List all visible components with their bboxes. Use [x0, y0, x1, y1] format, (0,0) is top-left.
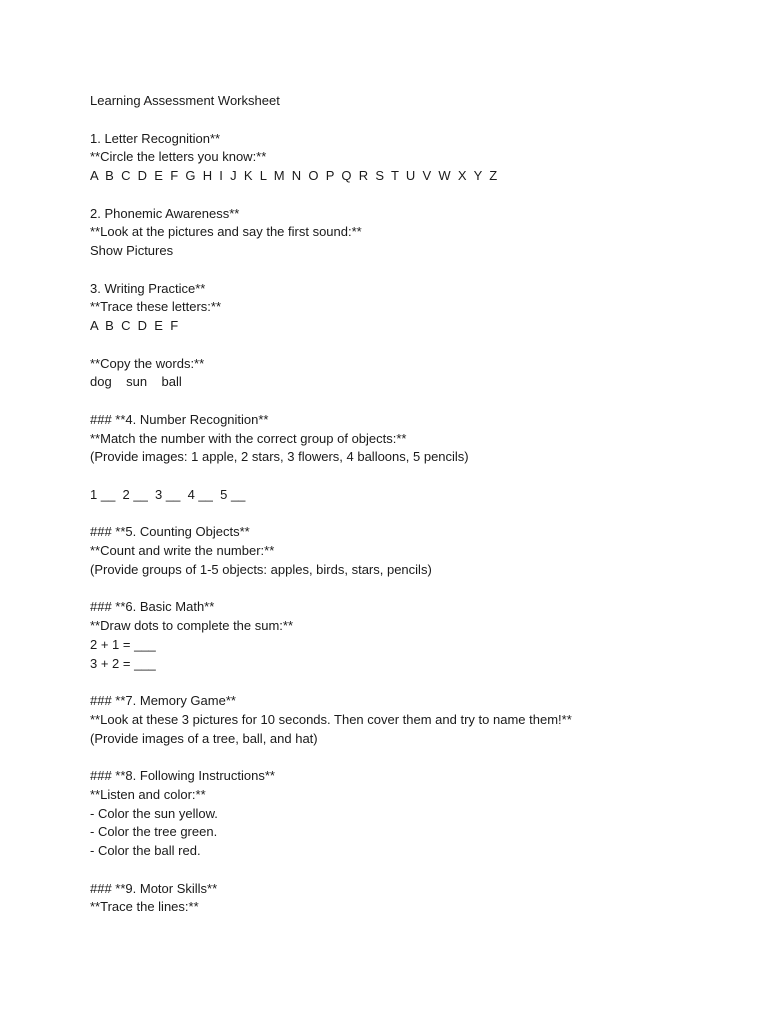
blank-line	[90, 467, 730, 486]
blank-line	[90, 186, 730, 205]
section-2-note: Show Pictures	[90, 243, 174, 258]
color-instruction-ball: - Color the ball red.	[90, 843, 201, 858]
blank-line	[90, 861, 730, 880]
color-instruction-tree: - Color the tree green.	[90, 824, 218, 840]
section-5-heading: ### **5. Counting Objects**	[90, 524, 250, 540]
section-1-heading: 1. Letter Recognition**	[90, 130, 221, 146]
blank-line	[90, 336, 730, 355]
section-2-heading: 2. Phonemic Awareness**	[90, 205, 240, 221]
trace-letters: A B C D E F	[90, 318, 179, 333]
blank-line	[90, 748, 730, 767]
sum-problem-1: 2 + 1 = ___	[90, 636, 156, 652]
section-8-heading: ### **8. Following Instructions**	[90, 768, 275, 783]
copy-words-instruction: **Copy the words:**	[90, 355, 205, 371]
section-9-heading: ### **9. Motor Skills**	[90, 880, 218, 896]
blank-line	[90, 392, 730, 411]
section-1-instruction: **Circle the letters you know:**	[90, 149, 267, 165]
number-blanks: 1 __ 2 __ 3 __ 4 __ 5 __	[90, 486, 246, 502]
section-5-instruction: **Count and write the number:**	[90, 543, 275, 558]
section-3-heading: 3. Writing Practice**	[90, 280, 206, 296]
section-8-instruction: **Listen and color:**	[90, 786, 206, 802]
section-7-note: (Provide images of a tree, ball, and hat)	[90, 730, 318, 746]
sum-problem-2: 3 + 2 = ___	[90, 655, 156, 671]
section-9-instruction: **Trace the lines:**	[90, 899, 199, 915]
section-7-instruction: **Look at these 3 pictures for 10 seconds. Then cover them and try to name them!**	[90, 711, 572, 727]
copy-words: dog sun ball	[90, 374, 182, 390]
blank-line	[90, 261, 730, 280]
section-2-instruction: **Look at the pictures and say the first sound:**	[90, 224, 362, 240]
alphabet-letters: A B C D E F G H I J K L M N O P Q R S T U V W X Y Z	[90, 168, 498, 183]
blank-line	[90, 580, 730, 599]
blank-line	[90, 673, 730, 692]
section-4-note: (Provide images: 1 apple, 2 stars, 3 flowers, 4 balloons, 5 pencils)	[90, 449, 469, 465]
section-6-heading: ### **6. Basic Math**	[90, 599, 215, 615]
blank-line	[90, 505, 730, 524]
blank-line	[90, 111, 730, 130]
section-6-instruction: **Draw dots to complete the sum:**	[90, 618, 294, 633]
worksheet-title: Learning Assessment Worksheet	[90, 93, 280, 108]
section-4-heading: ### **4. Number Recognition**	[90, 411, 269, 427]
worksheet-page	[90, 92, 730, 917]
section-4-instruction: **Match the number with the correct group of objects:**	[90, 430, 407, 446]
section-7-heading: ### **7. Memory Game**	[90, 693, 236, 708]
color-instruction-sun: - Color the sun yellow.	[90, 805, 218, 821]
section-5-note: (Provide groups of 1-5 objects: apples, birds, stars, pencils)	[90, 561, 432, 577]
section-3-instruction: **Trace these letters:**	[90, 299, 222, 315]
